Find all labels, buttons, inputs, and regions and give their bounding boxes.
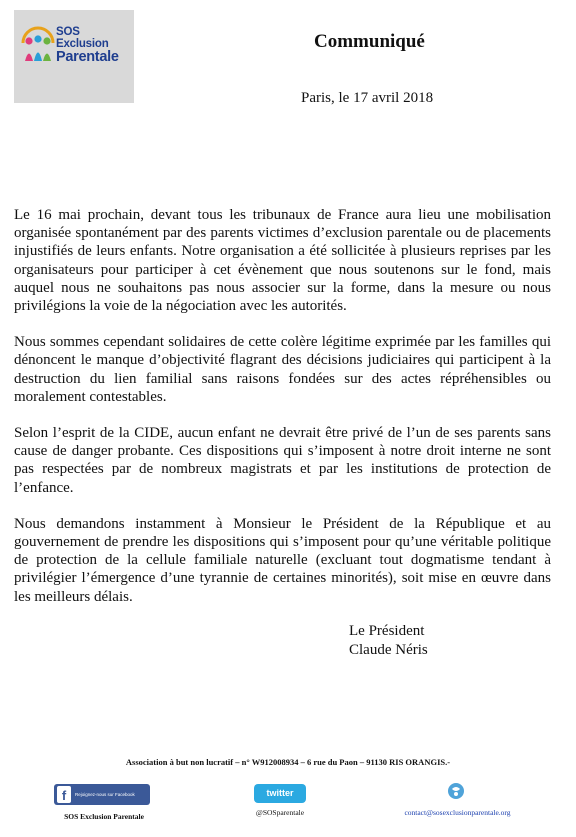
logo-line-1: SOS bbox=[56, 26, 80, 38]
logo-text bbox=[56, 27, 119, 65]
communique-body bbox=[14, 206, 551, 624]
twitter-caption: @SOSparentale bbox=[255, 808, 305, 817]
logo-line-3: Parentale bbox=[56, 49, 119, 65]
contact-icon[interactable] bbox=[447, 782, 465, 800]
dateline: Paris, le 17 avril 2018 bbox=[301, 90, 434, 106]
facebook-icon: f bbox=[57, 786, 71, 803]
signature-block bbox=[349, 622, 428, 659]
facebook-caption: SOS Exclusion Parentale bbox=[64, 812, 144, 821]
signature-title: Le Président bbox=[349, 623, 425, 639]
facebook-join-button[interactable] bbox=[54, 784, 150, 805]
association-info: Association à but non lucratif – n° W912008934 – 6 rue du Paon – 91130 RIS ORANGIS.- bbox=[125, 757, 451, 767]
organization-logo bbox=[14, 10, 134, 103]
paragraph: Le 16 mai prochain, devant tous les tribunaux de France aura lieu une mobilisation organisée spontanément par des parents victimes d’exclusion parentale ou de placements injustifiés de leurs enfants. Notre organisation a été sollicitée à plusieurs reprises par les organisateurs pour participer à cet évènement que nous soutenons sur le fond, mais auquel nous ne souhaitons pas nous associer sur la forme, dans la mesure ou nous privilégions la voie de la négociation avec les autorités. bbox=[14, 207, 551, 315]
family-logo-icon bbox=[20, 26, 56, 62]
facebook-button-label: Rejoignez-nous sur Facebook bbox=[75, 792, 135, 797]
paragraph: Nous demandons instamment à Monsieur le Président de la République et au gouvernement de prendre les dispositions qui s’imposent pour qu’une véritable politique de protection de la cellule familiale naturelle (excluant tout dogmatisme tendant à privilégier l’émergence d’une tyrannie de certaines minorités), soit mise en œuvre dans les meilleurs délais. bbox=[14, 515, 551, 605]
paragraph: Nous sommes cependant solidaires de cette colère légitime exprimée par les familles qui dénoncent le manque d’objectivité flagrant des décisions judiciaires qui participent à la destruction du lien familial sans raisons fondées sur des actes répréhensibles ou moralement contestables. bbox=[14, 334, 551, 405]
page-title: Communiqué bbox=[314, 31, 425, 52]
twitter-button[interactable]: twitter bbox=[254, 784, 306, 803]
signature-name: Claude Néris bbox=[349, 641, 428, 658]
contact-email-link[interactable]: contact@sosexclusionparentale.org bbox=[404, 808, 511, 817]
logo-line-2: Exclusion bbox=[56, 37, 109, 50]
paragraph: Selon l’esprit de la CIDE, aucun enfant ne devrait être privé de l’un de ses parents sans cause de danger probante. Ces dispositions qui s’imposent à notre droit interne ne sont pas respectées par de nombreux magistrats et par les institutions de protection de l’enfance. bbox=[14, 425, 551, 496]
